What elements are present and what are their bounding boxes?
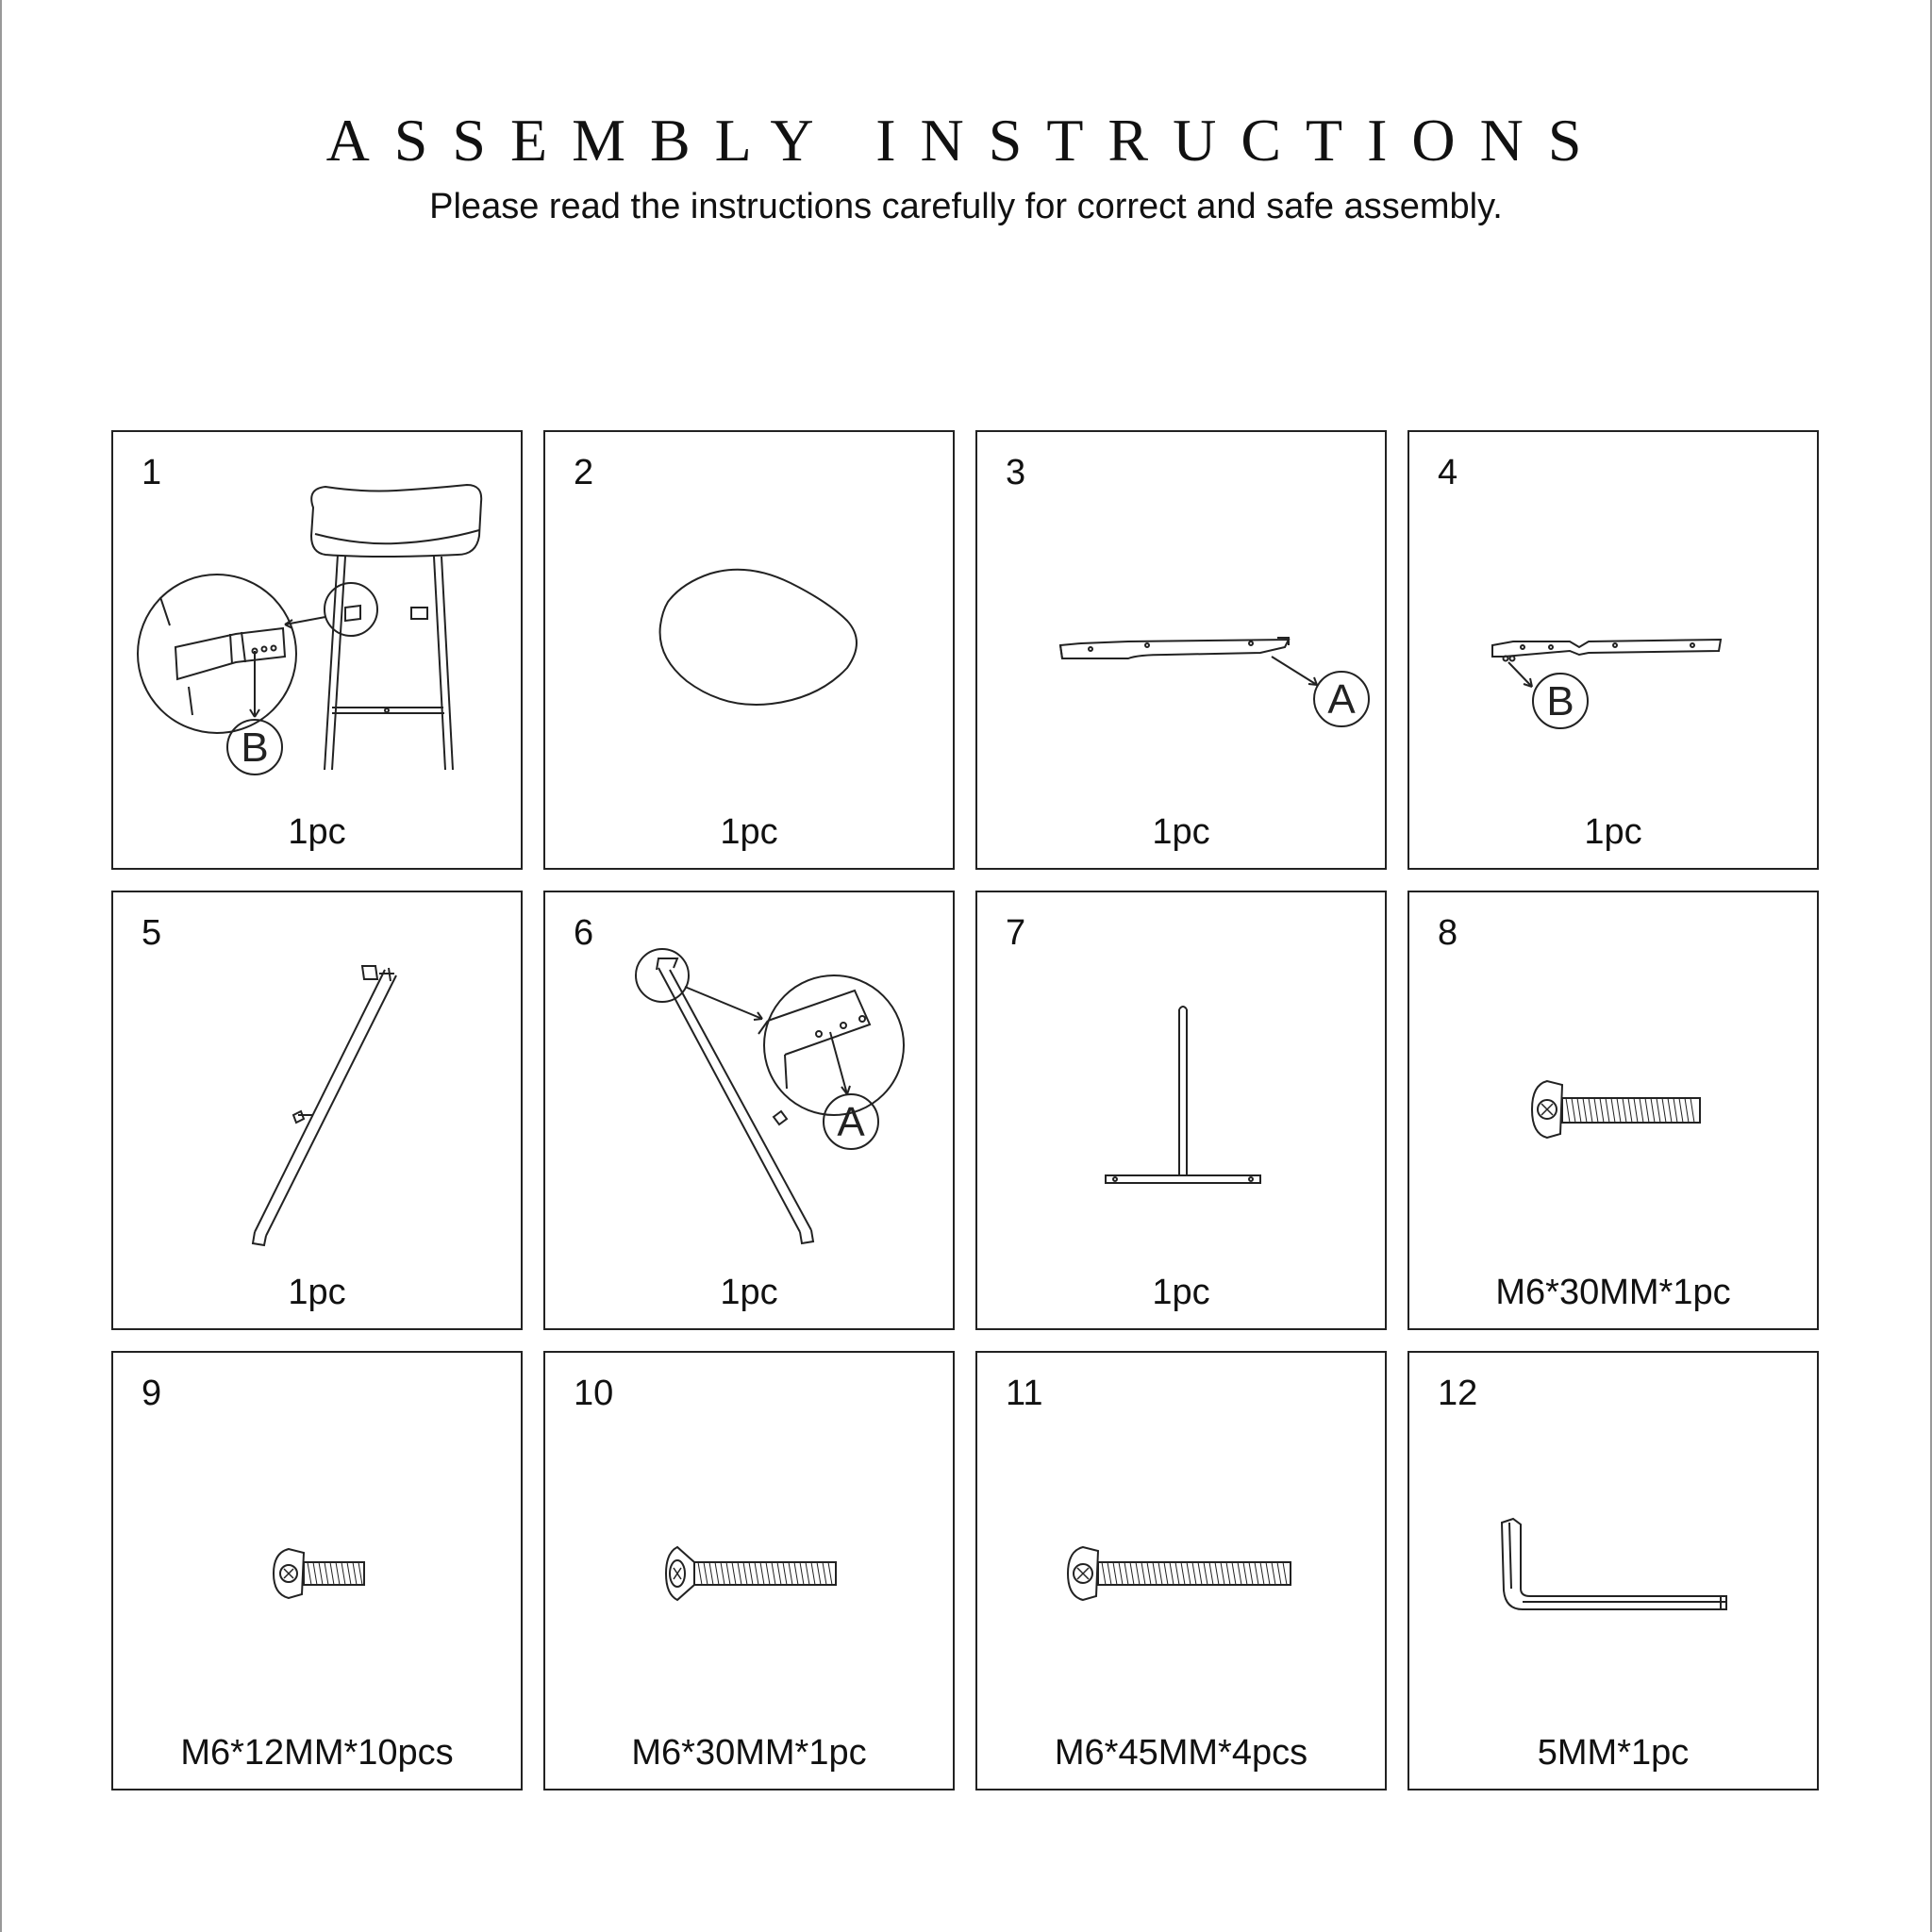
part-cell-12 xyxy=(1407,1351,1819,1790)
part-quantity: 1pc xyxy=(1152,812,1210,852)
short-bolt-icon xyxy=(113,1353,525,1792)
part-cell-11 xyxy=(975,1351,1387,1790)
page-subtitle: Please read the instructions carefully for correct and safe assembly. xyxy=(429,187,1503,226)
part-quantity: 1pc xyxy=(720,812,778,852)
page-title: ASSEMBLY INSTRUCTIONS xyxy=(325,107,1607,174)
part-quantity: M6*12MM*10pcs xyxy=(180,1733,454,1773)
part-quantity: M6*30MM*1pc xyxy=(631,1733,867,1773)
part-number: 4 xyxy=(1438,453,1458,492)
leg-icon xyxy=(113,892,525,1332)
button-head-bolt-icon xyxy=(1409,892,1821,1332)
callout-label: B xyxy=(1546,678,1574,724)
part-number: 7 xyxy=(1006,913,1026,953)
part-quantity: 1pc xyxy=(288,1273,346,1312)
part-quantity: 1pc xyxy=(1152,1273,1210,1312)
part-cell-4 xyxy=(1407,430,1819,870)
part-number: 12 xyxy=(1438,1374,1478,1413)
side-rail-a-icon xyxy=(977,432,1389,872)
callout-label: A xyxy=(1327,676,1356,723)
part-cell-6 xyxy=(543,891,955,1330)
callout-label: B xyxy=(241,724,269,771)
part-cell-1 xyxy=(111,430,523,870)
part-quantity: 1pc xyxy=(288,812,346,852)
part-number: 2 xyxy=(574,453,594,492)
part-number: 3 xyxy=(1006,453,1026,492)
part-cell-3 xyxy=(975,430,1387,870)
seat-cushion-icon xyxy=(545,432,957,872)
side-rail-b-icon xyxy=(1409,432,1821,872)
part-quantity: 5MM*1pc xyxy=(1537,1733,1690,1773)
part-cell-7 xyxy=(975,891,1387,1330)
part-quantity: 1pc xyxy=(720,1273,778,1312)
part-number: 1 xyxy=(142,453,162,492)
bar-stool-frame-icon xyxy=(113,432,525,872)
part-number: 10 xyxy=(574,1374,614,1413)
part-number: 5 xyxy=(142,913,162,953)
part-number: 8 xyxy=(1438,913,1458,953)
part-cell-5 xyxy=(111,891,523,1330)
parts-grid xyxy=(111,430,1821,1794)
long-bolt-icon xyxy=(977,1353,1389,1792)
t-support-icon xyxy=(977,892,1389,1332)
part-quantity: 1pc xyxy=(1584,812,1642,852)
countersunk-bolt-icon xyxy=(545,1353,957,1792)
callout-label: A xyxy=(837,1099,865,1145)
part-number: 6 xyxy=(574,913,594,953)
part-number: 11 xyxy=(1006,1374,1043,1413)
part-cell-8 xyxy=(1407,891,1819,1330)
allen-key-icon xyxy=(1409,1353,1821,1792)
part-quantity: M6*45MM*4pcs xyxy=(1054,1733,1308,1773)
page-edge-left xyxy=(0,0,2,1932)
part-number: 9 xyxy=(142,1374,162,1413)
leg-bracket-icon xyxy=(545,892,957,1332)
part-cell-9 xyxy=(111,1351,523,1790)
part-quantity: M6*30MM*1pc xyxy=(1495,1273,1731,1312)
part-cell-2 xyxy=(543,430,955,870)
part-cell-10 xyxy=(543,1351,955,1790)
